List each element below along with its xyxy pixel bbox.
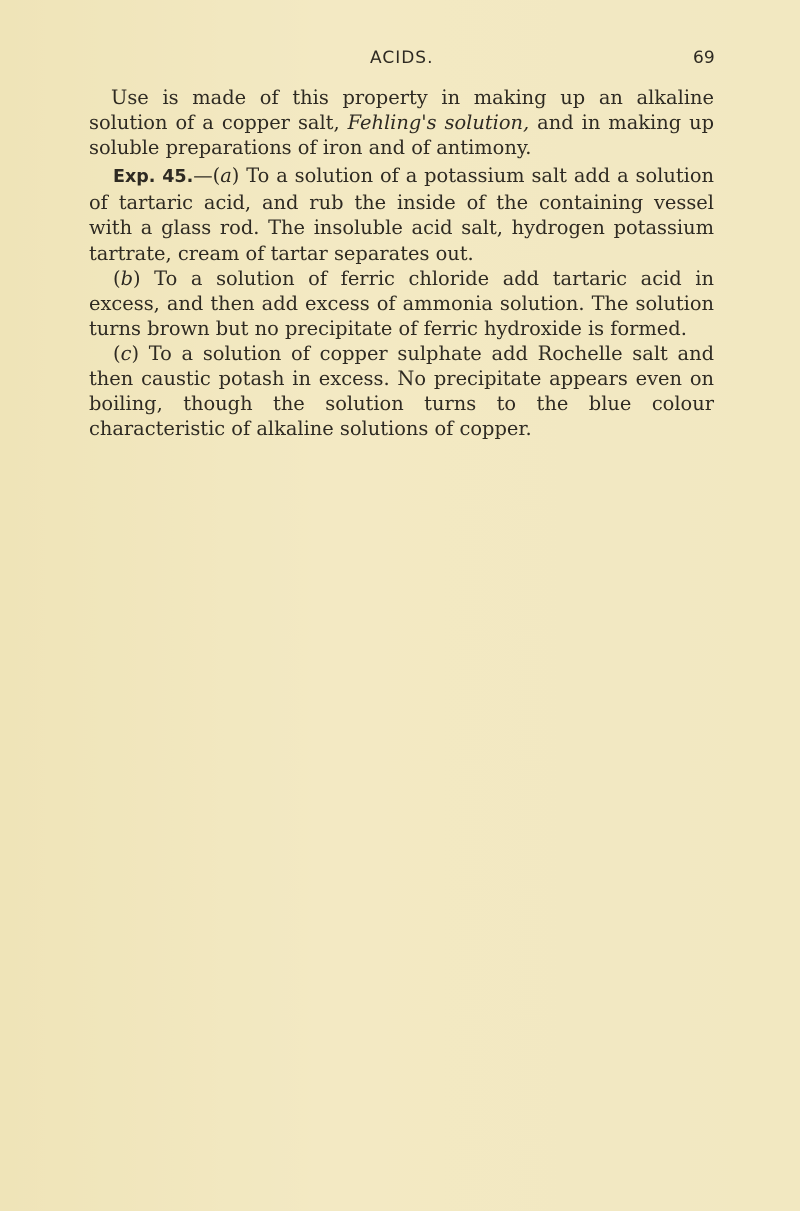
- running-head: [0, 48, 800, 72]
- paragraph-intro: [89, 85, 714, 160]
- paragraph-exp-45-c: [89, 341, 714, 441]
- item-letter: b: [120, 266, 133, 290]
- running-title: ACIDS.: [370, 48, 434, 68]
- text-span: and in making up soluble preparations of iron and of antimony.: [89, 111, 714, 160]
- text-span: (: [113, 266, 121, 290]
- text-span: ) To a solution of a potassium salt add a solution of tartaric acid, and rub the inside of the containing vessel with a glass rod. The insoluble acid salt, hydrogen potassium tartrate, cream of tartar separates out.: [89, 164, 714, 265]
- text-span: —(: [193, 164, 221, 188]
- experiment-label: Exp. 45.: [113, 167, 194, 188]
- paragraph-exp-45-b: [89, 266, 714, 341]
- item-letter: a: [220, 164, 232, 188]
- body-text: [89, 85, 714, 441]
- text-span: ) To a solution of copper sulphate add Rochelle salt and then caustic potash in excess. No precipitate appears even on boiling, though the solution turns to the blue colour characteristic of alkaline solutions of copper.: [89, 341, 714, 441]
- italic-term: Fehling's solution,: [347, 111, 530, 135]
- item-letter: c: [120, 341, 132, 365]
- text-span: (: [113, 341, 121, 365]
- text-span: ) To a solution of ferric chloride add tartaric acid in excess, and then add excess of ammonia solution. The solution turns brown but no precipitate of ferric hydroxide is formed.: [89, 266, 714, 340]
- page-number: 69: [693, 48, 715, 68]
- paragraph-exp-45-a: [89, 163, 714, 265]
- text-span: Use is made of this property in making up an alkaline solution of a copper salt,: [89, 86, 714, 135]
